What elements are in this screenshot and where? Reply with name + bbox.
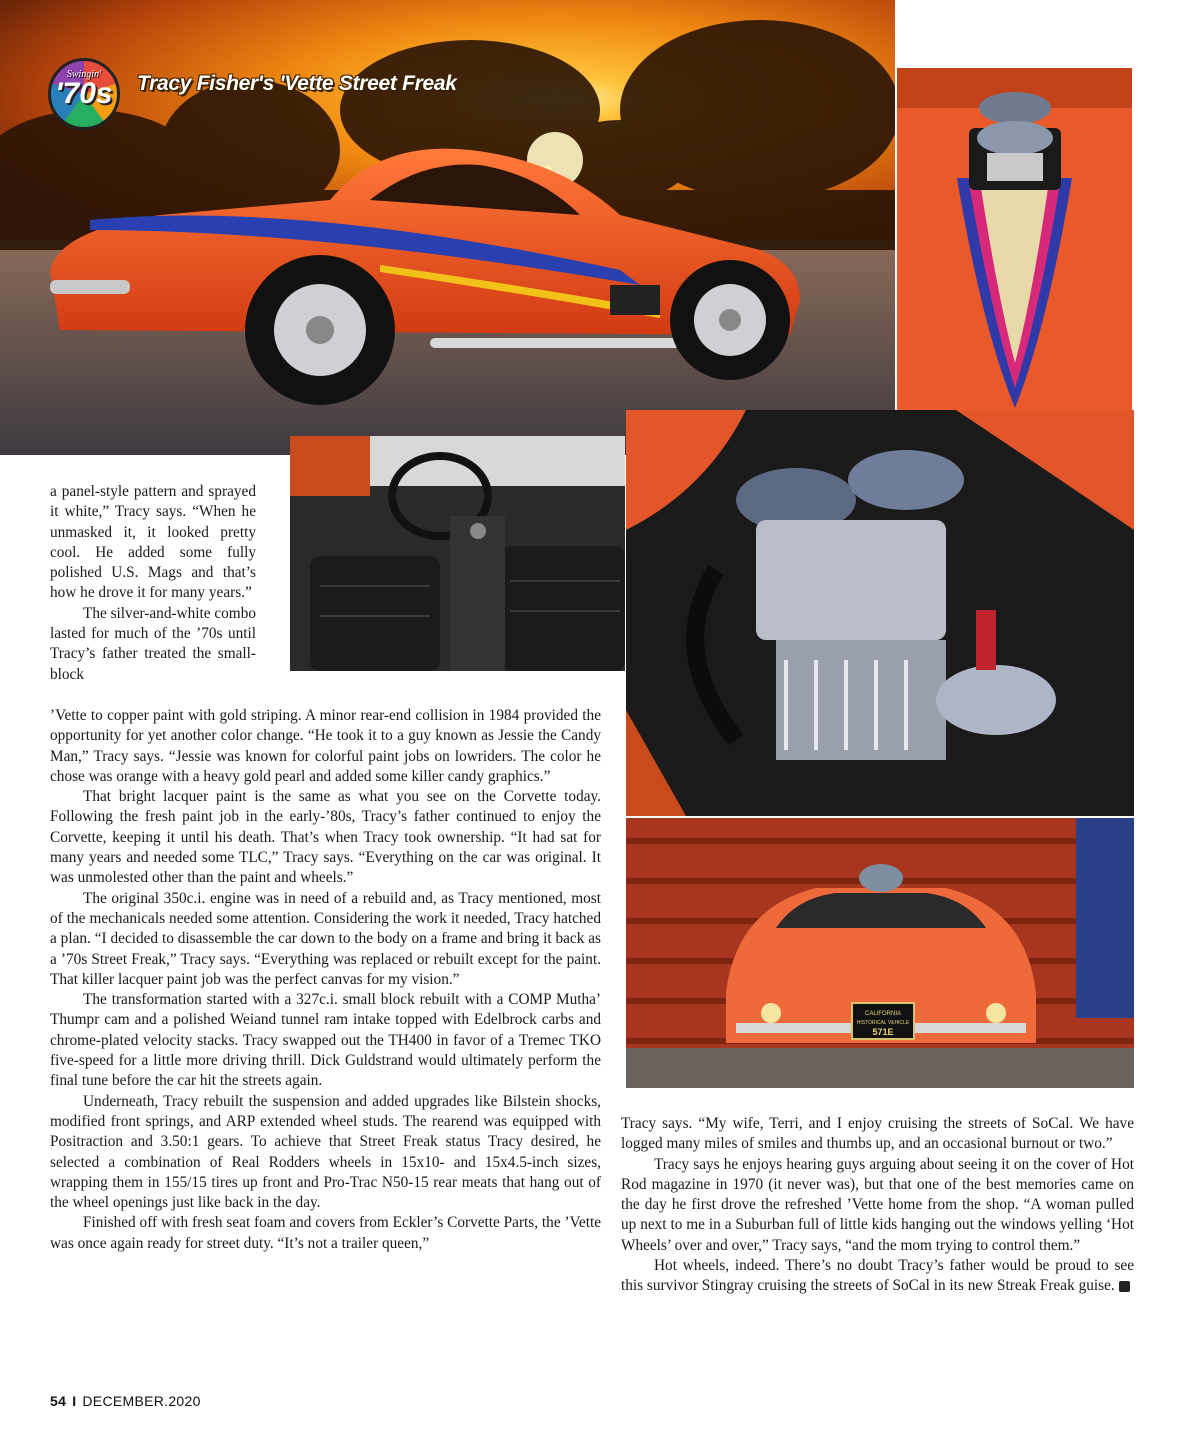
page-folio — [50, 1393, 201, 1409]
plate-state: CALIFORNIA — [864, 1011, 902, 1017]
logo-script-text: Swingin' — [66, 69, 102, 80]
plate-sub: HISTORICAL VEHICLE — [856, 1020, 910, 1026]
paragraph: The original 350c.i. engine was in need of a rebuild and, as Tracy mentioned, most of the mechanicals needed some attention. Considering the work it needed, Tracy hatched a plan. “I decided to disassemble the car down to the body on a frame and bring it back as a ’70s Street Freak,” Tracy says. “Everything was replaced or rebuilt except for the paint. That killer lacquer paint job was the perfect canvas for my vision.” — [50, 889, 601, 988]
engine-illustration — [626, 410, 1134, 816]
paragraph: a panel-style pattern and sprayed it white,” Tracy says. “When he unmasked it, it looked pretty cool. He added some fully polished U.S. Mags and that’s how he drove it for many years.” — [50, 483, 256, 602]
issue-date: DECEMBER.2020 — [82, 1393, 201, 1409]
plate-number: 571E — [872, 1027, 894, 1037]
hood-illustration — [897, 68, 1132, 410]
front-view-illustration — [626, 818, 1134, 1088]
paragraph: Underneath, Tracy rebuilt the suspension and added upgrades like Bilstein shocks, modified front springs, and ARP extended wheel studs. The rearend was equipped with Positraction and 3.50:1 gears. To achieve that Street Freak status Tracy desired, he selected a combination of Real Rodders wheels in 15x10- and 15x4.5-inch sizes, wrapping them in 155/15 tires up front and Pro-Trac N50-15 rear meats that hang out of the wheel openings just like back in the day. — [50, 1092, 601, 1212]
engine-photo — [626, 410, 1134, 816]
article-title: Tracy Fisher's 'Vette Street Freak — [137, 72, 457, 95]
hood-photo — [897, 68, 1132, 410]
paragraph: ’Vette to copper paint with gold striping. A minor rear-end collision in 1984 provided the opportunity for yet another color change. “He took it to a guy known as Jessie the Candy Man,” Tracy says. “Jessie was known for colorful paint jobs on lowriders. The color he chose was orange with a heavy gold pearl and added some killer candy graphics.” — [50, 707, 601, 785]
paragraph-final — [621, 1256, 1162, 1297]
body-column-narrow — [50, 482, 256, 685]
paragraph: The silver-and-white combo lasted for much of the ’70s until Tracy’s father treated the small-block — [50, 604, 257, 683]
interior-illustration — [290, 436, 625, 671]
hero-photo — [0, 0, 895, 455]
page-number: 54 — [50, 1393, 67, 1409]
logo-text: '70s — [55, 77, 113, 110]
end-mark-icon: CC — [1119, 1281, 1130, 1292]
paragraph: The transformation started with a 327c.i. small block rebuilt with a COMP Mutha’ Thumpr cam and a polished Weiand tunnel ram intake topped with Edelbrock carbs and chrome-plated velocity stacks. Tracy swapped out the TH400 in favor of a Tremec TKO five-speed for a little more driving thrill. Dick Guldstrand would ultimately perform the final tune before the car hit the streets again. — [50, 991, 601, 1090]
corvette-sunset-illustration — [0, 0, 895, 455]
paragraph: Tracy says. “My wife, Terri, and I enjoy cruising the streets of SoCal. We have logged many miles of smiles and thumbs up, and an occasional burnout or two.” — [621, 1115, 1134, 1153]
paragraph: That bright lacquer paint is the same as what you see on the Corvette today. Following the fresh paint job in the early-’80s, Tracy’s father continued to enjoy the Corvette, keeping it until his death. That’s when Tracy took ownership. “It had sat for many years and needed some TLC,” Tracy says. “Everything on the car was original. It was unmolested other than the paint and wheels.” — [50, 788, 601, 887]
seventies-logo-badge — [48, 58, 120, 130]
front-view-photo — [626, 818, 1134, 1088]
body-column-right — [621, 1114, 1162, 1297]
interior-photo — [290, 436, 625, 671]
folio-separator: I — [72, 1393, 77, 1409]
paragraph-final-text: Hot wheels, indeed. There’s no doubt Tracy’s father would be proud to see this survivor Stingray cruising the streets of SoCal in its new Streak Freak guise. — [621, 1257, 1134, 1295]
body-column-main — [50, 706, 601, 1254]
paragraph: Tracy says he enjoys hearing guys arguing about seeing it on the cover of Hot Rod magazine in 1970 (it never was), but that one of the best memories came on the day he first drove the refreshed ’Vette home from the shop. “A woman pulled up next to me in a Suburban full of little kids hanging out the windows yelling ‘Hot Wheels’ over and over,” Tracy says, “and the mom trying to control them.” — [621, 1155, 1134, 1254]
paragraph: Finished off with fresh seat foam and covers from Eckler’s Corvette Parts, the ’Vette was once again ready for street duty. “It’s not a trailer queen,” — [50, 1214, 601, 1252]
